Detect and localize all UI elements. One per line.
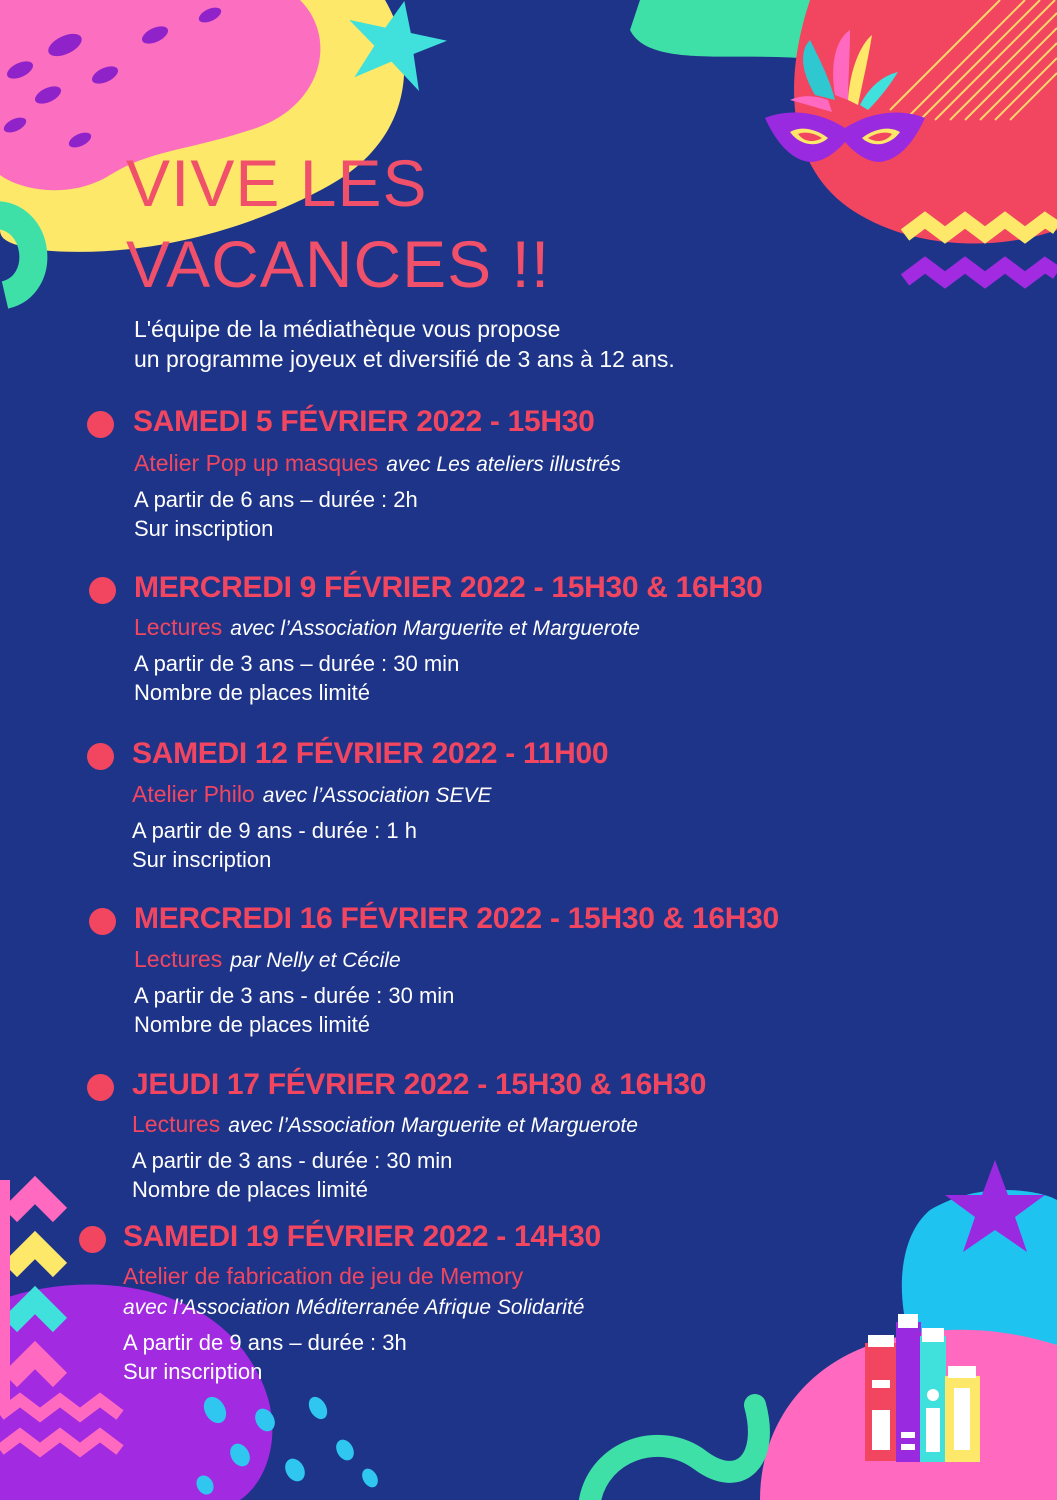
event-age: A partir de 6 ans – durée : 2h (134, 487, 418, 512)
event-note: Nombre de places limité (134, 1012, 370, 1037)
event-note: Sur inscription (134, 516, 274, 541)
event-activity: Atelier Pop up masques (134, 450, 379, 476)
event-activity-line (132, 1111, 638, 1138)
event-date: MERCREDI 16 FÉVRIER 2022 - 15H30 & 16H30 (134, 902, 779, 935)
event-date: MERCREDI 9 FÉVRIER 2022 - 15H30 & 16H30 (134, 571, 763, 604)
event-age: A partir de 9 ans – durée : 3h (123, 1330, 407, 1355)
event-age: A partir de 9 ans - durée : 1 h (132, 818, 417, 843)
event-activity-line (134, 946, 401, 973)
event-organizer: avec l’Association Marguerite et Marguerote (230, 617, 640, 640)
event-age: A partir de 3 ans - durée : 30 min (134, 983, 455, 1008)
event-date: JEUDI 17 FÉVRIER 2022 - 15H30 & 16H30 (132, 1068, 707, 1101)
title-line-1: VIVE LES (126, 146, 428, 220)
event-activity: Lectures (134, 946, 223, 972)
event-activity: Lectures (132, 1111, 221, 1137)
event-organizer: par Nelly et Cécile (230, 949, 401, 972)
intro-line-2: un programme joyeux et diversifié de 3 ans à 12 ans. (134, 346, 675, 372)
bullet-dot (79, 1226, 106, 1253)
bullet-dot (87, 743, 114, 770)
event-activity-line (123, 1263, 523, 1290)
green-squiggle-bottom (590, 1405, 759, 1500)
event-organizer: avec Les ateliers illustrés (386, 453, 621, 476)
bullet-dot (89, 908, 116, 935)
zigzag-icon-purple (905, 265, 1057, 280)
event-activity: Atelier Philo (132, 781, 255, 807)
event-note: Nombre de places limité (132, 1177, 368, 1202)
pink-bar-left (0, 1180, 10, 1410)
event-date: SAMEDI 12 FÉVRIER 2022 - 11H00 (132, 737, 609, 770)
event-activity-line (132, 781, 492, 808)
bullet-dot (89, 577, 116, 604)
event-note: Nombre de places limité (134, 680, 370, 705)
event-organizer: avec l’Association SEVE (262, 784, 492, 807)
intro-text (134, 314, 675, 374)
bullet-dot (87, 411, 114, 438)
event-date: SAMEDI 19 FÉVRIER 2022 - 14H30 (123, 1220, 601, 1253)
green-ring-left (0, 215, 33, 295)
event-activity-line (134, 614, 640, 641)
event-note: Sur inscription (123, 1359, 263, 1384)
title-line-2: VACANCES !! (126, 227, 551, 301)
event-age: A partir de 3 ans – durée : 30 min (134, 651, 460, 676)
event-organizer: avec l’Association Marguerite et Marguerote (228, 1114, 638, 1137)
event-date: SAMEDI 5 FÉVRIER 2022 - 15H30 (133, 405, 595, 438)
event-age: A partir de 3 ans - durée : 30 min (132, 1148, 453, 1173)
event-activity: Lectures (134, 614, 223, 640)
event-organizer: avec l’Association Méditerranée Afrique Solidarité (123, 1296, 585, 1319)
event-note: Sur inscription (132, 847, 272, 872)
bullet-dot (87, 1074, 114, 1101)
event-activity-line (134, 450, 621, 477)
event-activity: Atelier de fabrication de jeu de Memory (123, 1263, 524, 1289)
intro-line-1: L'équipe de la médiathèque vous propose (134, 316, 561, 342)
